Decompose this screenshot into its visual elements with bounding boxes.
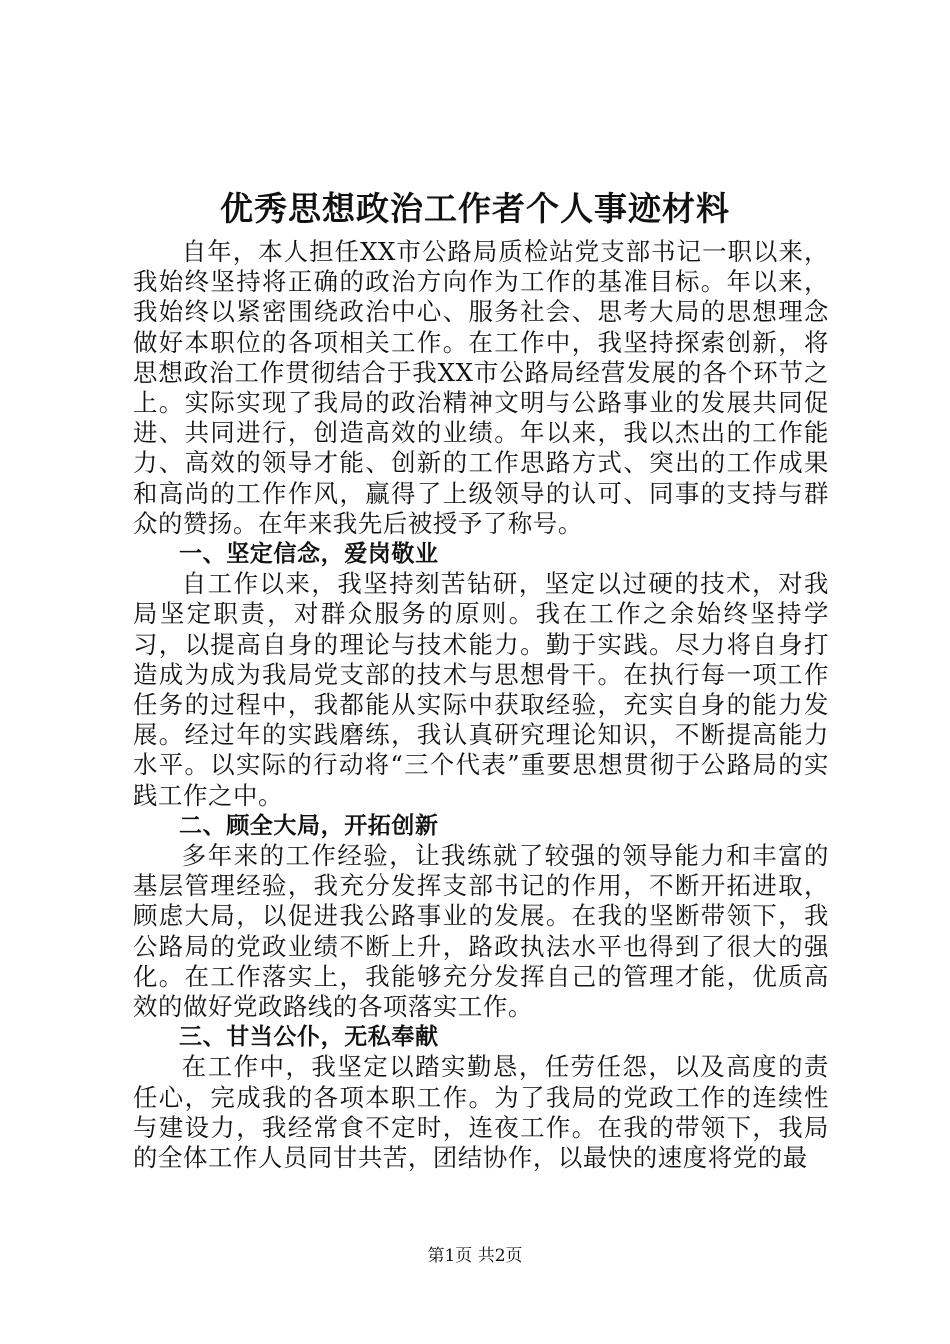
document-title: 优秀思想政治工作者个人事迹材料 <box>220 189 730 228</box>
section-heading-1: 一、坚定信念，爱岗敬业 <box>179 541 439 568</box>
paragraph-section-2: 多年来的工作经验，让我练就了较强的领导能力和丰富的基层管理经验，我充分发挥支部书记的作用，不断开拓进取，顾虑大局，以促进我公路事业的发展。在我的坚断带领下，我公路局的党政业绩不断上升，路政执法水平也得到了很大的强化。在工作落实上，我能够充分发挥自己的管理才能，优质高效的做好党政路线的各项落实工作。 <box>133 841 829 1022</box>
page-footer: 第1页 共2页 <box>427 1246 523 1266</box>
section-heading-3: 三、甘当公仆，无私奉献 <box>179 1024 439 1051</box>
document-body <box>133 237 829 1173</box>
paragraph-intro: 自年，本人担任XX市公路局质检站党支部书记一职以来，我始终坚持将正确的政治方向作为工作的基准目标。年以来，我始终以紧密围绕政治中心、服务社会、思考大局的思想理念做好本职位的各项相关工作。在工作中，我坚持探索创新，将思想政治工作贯彻结合于我XX市公路局经营发展的各个环节之上。实际实现了我局的政治精神文明与公路事业的发展共同促进、共同进行，创造高效的业绩。年以来，我以杰出的工作能力、高效的领导才能、创新的工作思路方式、突出的工作成果和高尚的工作作风，赢得了上级领导的认可、同事的支持与群众的赞扬。在年来我先后被授予了称号。 <box>133 237 829 538</box>
paragraph-section-1: 自工作以来，我坚持刻苦钻研，坚定以过硬的技术，对我局坚定职责，对群众服务的原则。我在工作之余始终坚持学习，以提高自身的理论与技术能力。勤于实践。尽力将自身打造成为成为我局党支部的技术与思想骨干。在执行每一项工作任务的过程中，我都能从实际中获取经验，充实自身的能力发展。经过年的实践磨练，我认真研究理论知识，不断提高能力水平。以实际的行动将“三个代表”重要思想贯彻于公路局的实践工作之中。 <box>133 569 829 810</box>
paragraph-section-3: 在工作中，我坚定以踏实勤恳，任劳任怨，以及高度的责任心，完成我的各项本职工作。为了我局的党政工作的连续性与建设力，我经常食不定时，连夜工作。在我的带领下，我局的全体工作人员同甘共苦，团结协作，以最快的速度将党的最 <box>133 1052 829 1173</box>
section-heading-2: 二、顾全大局，开拓创新 <box>179 812 439 839</box>
